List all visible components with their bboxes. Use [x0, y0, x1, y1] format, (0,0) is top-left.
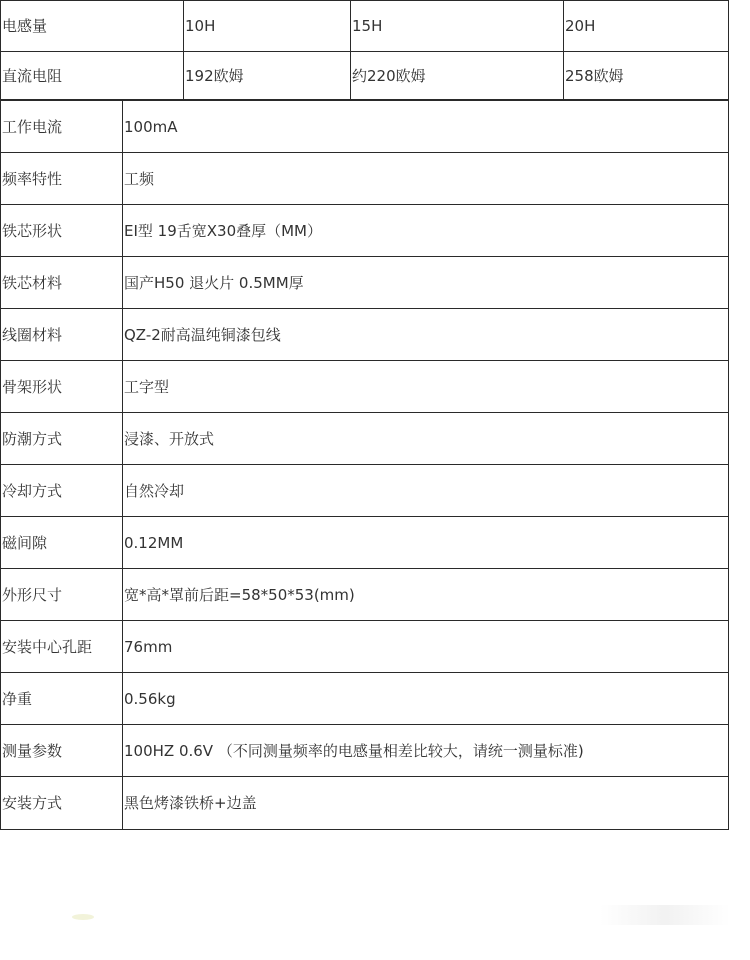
decorative-smudge [72, 914, 94, 920]
table-cell: 15H [351, 1, 564, 51]
spec-value: 0.56kg [124, 690, 176, 708]
table-row-dc-resistance [1, 51, 728, 101]
table-row [1, 101, 728, 153]
table-row [1, 413, 728, 465]
table-cell: 约220欧姆 [351, 51, 564, 101]
table-row-inductance [1, 1, 728, 52]
spec-value: 浸漆、开放式 [124, 430, 215, 448]
spec-label: 铁芯形状 [1, 205, 123, 256]
spec-label: 安装中心孔距 [1, 621, 123, 672]
spec-value: 工频 [124, 170, 155, 188]
table-row [1, 465, 728, 517]
spec-label: 磁间隙 [1, 517, 123, 568]
spec-value: 0.12MM [124, 534, 184, 552]
spec-value: EI型 19舌宽X30叠厚（MM） [124, 222, 323, 240]
spec-value: 黑色烤漆铁桥+边盖 [124, 794, 257, 812]
table-cell-label: 直流电阻 [1, 51, 184, 101]
table-cell: 10H [184, 1, 351, 51]
table-row [1, 205, 728, 257]
decorative-smudge [600, 905, 730, 925]
table-row [1, 309, 728, 361]
table-cell: 192欧姆 [184, 51, 351, 101]
table-row [1, 153, 728, 205]
spec-value: 工字型 [124, 378, 170, 396]
spec-value: 76mm [124, 638, 173, 656]
spec-label: 冷却方式 [1, 465, 123, 516]
spec-label: 频率特性 [1, 153, 123, 204]
table-row [1, 257, 728, 309]
spec-value: 100HZ 0.6V （不同测量频率的电感量相差比较大，请统一测量标准) [124, 742, 584, 760]
spec-value: 自然冷却 [124, 482, 185, 500]
table-cell-label: 电感量 [1, 1, 184, 51]
spec-value: 国产H50 退火片 0.5MM厚 [124, 274, 304, 292]
spec-label: 骨架形状 [1, 361, 123, 412]
spec-table [0, 100, 729, 830]
spec-value: QZ-2耐高温纯铜漆包线 [124, 326, 281, 344]
spec-label: 线圈材料 [1, 309, 123, 360]
spec-label: 工作电流 [1, 101, 123, 152]
spec-label: 防潮方式 [1, 413, 123, 464]
spec-label: 净重 [1, 673, 123, 724]
table-row [1, 725, 728, 777]
spec-label: 外形尺寸 [1, 569, 123, 620]
table-row [1, 777, 728, 829]
table-cell: 20H [565, 17, 596, 35]
table-row [1, 569, 728, 621]
table-cell: 258欧姆 [565, 67, 624, 85]
spec-value: 100mA [124, 118, 178, 136]
table-row [1, 673, 728, 725]
spec-label: 安装方式 [1, 777, 123, 829]
inductance-resistance-table [0, 0, 729, 100]
table-row [1, 621, 728, 673]
table-row [1, 517, 728, 569]
spec-label: 铁芯材料 [1, 257, 123, 308]
spec-label: 测量参数 [1, 725, 123, 776]
table-row [1, 361, 728, 413]
spec-value: 宽*高*罩前后距=58*50*53(mm) [124, 586, 355, 604]
